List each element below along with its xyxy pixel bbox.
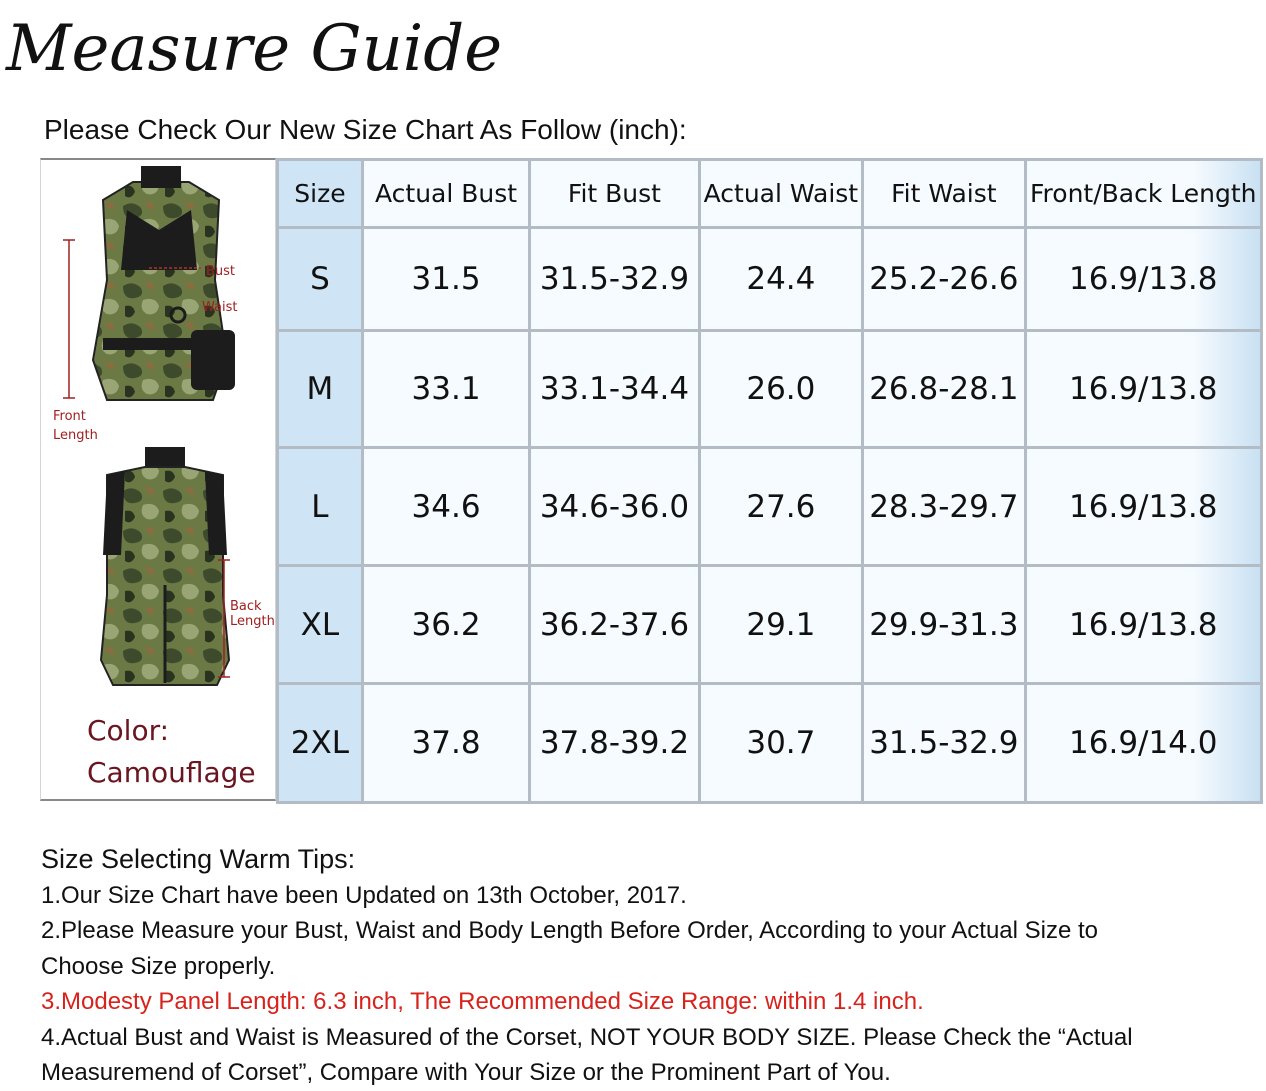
corset-image-panel: [40, 158, 276, 801]
value-cell: 16.9/13.8: [1025, 331, 1261, 448]
table-row: [278, 331, 1262, 448]
column-header: Size: [278, 160, 363, 228]
column-header: Front/Back Length: [1025, 160, 1261, 228]
bust-label: Bust: [206, 264, 236, 279]
value-cell: 34.6: [362, 448, 529, 566]
column-header: Fit Waist: [863, 160, 1025, 228]
value-cell: 16.9/13.8: [1025, 448, 1261, 566]
value-cell: 31.5-32.9: [530, 228, 699, 331]
page-subtitle: Please Check Our New Size Chart As Follow (inch):: [44, 114, 687, 145]
measure-guide-logo: [2, 0, 562, 95]
color-info: [87, 710, 256, 794]
value-cell: 16.9/13.8: [1025, 566, 1261, 684]
color-label: Color:: [87, 714, 170, 747]
value-cell: 29.1: [699, 566, 862, 684]
size-cell: S: [278, 228, 363, 331]
size-cell: M: [278, 331, 363, 448]
corset-back-image: [41, 445, 277, 695]
value-cell: 24.4: [699, 228, 862, 331]
table-row: [278, 228, 1262, 331]
value-cell: 16.9/14.0: [1025, 684, 1261, 803]
column-header: Actual Bust: [362, 160, 529, 228]
value-cell: 31.5: [362, 228, 529, 331]
column-header: Fit Bust: [530, 160, 699, 228]
tip-4-line-1: 4.Actual Bust and Waist is Measured of the Corset, NOT YOUR BODY SIZE. Please Check the “Actual: [41, 1023, 1133, 1051]
front-length-label: Front: [53, 409, 86, 424]
back-length-label: Back: [230, 599, 262, 614]
value-cell: 25.2-26.6: [863, 228, 1025, 331]
size-cell: 2XL: [278, 684, 363, 803]
tip-4-line-2: Measuremend of Corset”, Compare with Your Size or the Prominent Part of You.: [41, 1059, 891, 1086]
tip-1: 1.Our Size Chart have been Updated on 13th October, 2017.: [41, 881, 687, 909]
table-row: [278, 566, 1262, 684]
value-cell: 26.8-28.1: [863, 331, 1025, 448]
value-cell: 36.2-37.6: [530, 566, 699, 684]
value-cell: 33.1-34.4: [530, 331, 699, 448]
value-cell: 37.8-39.2: [530, 684, 699, 803]
value-cell: 30.7: [699, 684, 862, 803]
column-header: Actual Waist: [699, 160, 862, 228]
measure-guide-logo-text: Measure Guide: [6, 12, 503, 86]
value-cell: 26.0: [699, 331, 862, 448]
corset-front-image: [41, 160, 277, 450]
table-row: [278, 448, 1262, 566]
tip-2-line-1: 2.Please Measure your Bust, Waist and Body Length Before Order, According to your Actual Size to: [41, 917, 1099, 944]
value-cell: 37.8: [362, 684, 529, 803]
tips-heading: Size Selecting Warm Tips:: [41, 844, 356, 874]
value-cell: 16.9/13.8: [1025, 228, 1261, 331]
size-chart: [40, 158, 1263, 801]
value-cell: 27.6: [699, 448, 862, 566]
color-value: Camouflage: [87, 756, 256, 789]
waist-label: Waist: [202, 300, 238, 315]
value-cell: 33.1: [362, 331, 529, 448]
table-row: [278, 684, 1262, 803]
back-length-label-2: Length: [230, 614, 275, 629]
tip-2-line-2: Choose Size properly.: [41, 952, 276, 980]
size-cell: XL: [278, 566, 363, 684]
size-table: [276, 158, 1263, 804]
value-cell: 28.3-29.7: [863, 448, 1025, 566]
value-cell: 34.6-36.0: [530, 448, 699, 566]
value-cell: 29.9-31.3: [863, 566, 1025, 684]
table-header-row: [278, 160, 1262, 228]
front-length-label-2: Length: [53, 428, 98, 443]
warm-tips: [41, 842, 1261, 1091]
size-cell: L: [278, 448, 363, 566]
value-cell: 36.2: [362, 566, 529, 684]
value-cell: 31.5-32.9: [863, 684, 1025, 803]
tip-3: 3.Modesty Panel Length: 6.3 inch, The Recommended Size Range: within 1.4 inch.: [41, 988, 924, 1015]
